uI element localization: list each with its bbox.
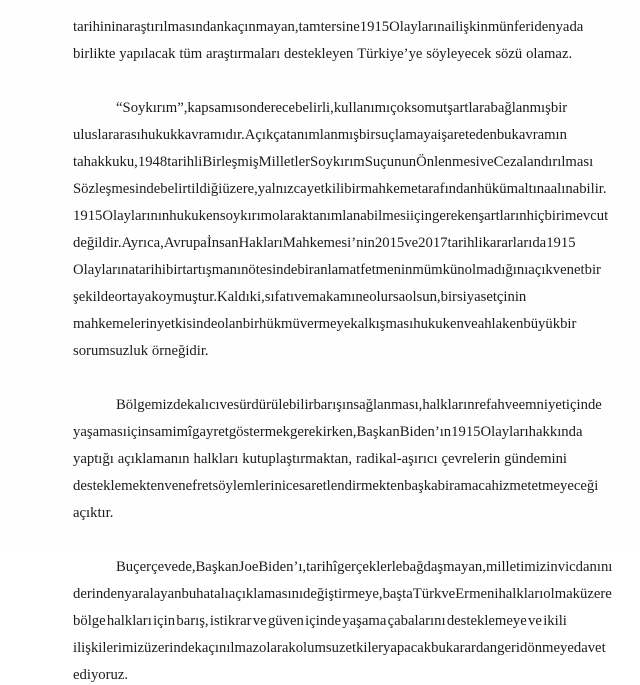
word: da <box>569 19 584 35</box>
word: Olaylarına <box>73 262 135 278</box>
word: sorumsuzluk <box>73 343 149 359</box>
word: olamaz. <box>526 46 573 62</box>
word: yaşama <box>342 613 387 629</box>
word: dönmeye <box>520 640 574 656</box>
word: mahkeme <box>360 181 418 197</box>
word: bir <box>584 262 601 278</box>
word: tartışmanın <box>182 262 249 278</box>
word: ve <box>294 289 309 305</box>
word: yaralayan <box>124 586 182 602</box>
word: halkların <box>422 397 475 413</box>
text-line <box>73 388 602 415</box>
word: anlam <box>313 262 350 278</box>
word: bağdaşmayan, <box>402 559 486 575</box>
word: tarihinin <box>73 19 123 35</box>
word: kalıcı <box>186 397 220 413</box>
word: vicdanını <box>557 559 613 575</box>
paragraph-gap <box>73 64 567 91</box>
text-line <box>73 226 576 253</box>
word: şekilde <box>73 289 115 305</box>
word: 2017 <box>418 235 448 251</box>
text-line <box>73 280 567 307</box>
word: soykırım <box>219 208 273 224</box>
word: sağlanması, <box>353 397 423 413</box>
word: belirli, <box>295 100 334 116</box>
word: tersine <box>320 19 360 35</box>
word: tarafından <box>417 181 478 197</box>
word: Başkan <box>356 424 400 440</box>
text-line <box>73 577 612 604</box>
word: kapsamı <box>187 100 237 116</box>
word: Biden’ı, <box>258 559 307 575</box>
word: yetkisinde <box>157 316 218 332</box>
word: Birleşmiş <box>202 154 259 170</box>
word: içinde <box>305 613 342 629</box>
word: Hakları <box>238 235 283 251</box>
word: büyük <box>523 316 561 332</box>
word: Bölgemizde <box>116 397 187 413</box>
text-line <box>73 172 607 199</box>
word: araştırılmasından <box>122 19 224 35</box>
text-line <box>73 10 584 37</box>
word: altına <box>518 181 551 197</box>
word: işaret <box>437 127 470 143</box>
word: araştırmaları <box>206 46 281 62</box>
word: kalkışması <box>350 316 414 332</box>
text-line <box>73 334 567 361</box>
word: söylemlerini <box>212 478 286 494</box>
word: Soykırım <box>310 154 365 170</box>
word: içinde <box>565 397 602 413</box>
word: karardan <box>445 640 498 656</box>
word: somut <box>411 100 448 116</box>
word: yaptığı <box>73 451 114 467</box>
paragraph <box>73 91 609 361</box>
word: Biden’ın <box>399 424 452 440</box>
text-column <box>73 10 613 685</box>
word: barış, <box>176 613 209 629</box>
word: vermeye <box>299 316 351 332</box>
word: siyasetçinin <box>456 289 527 305</box>
word: Cezalandırılması <box>493 154 594 170</box>
word: bir <box>242 316 260 332</box>
word: şartların <box>478 208 527 224</box>
word: desteklemekten <box>73 478 165 494</box>
paragraph <box>73 550 613 685</box>
word: ve <box>252 613 267 629</box>
word: davet <box>573 640 606 656</box>
word: ikili <box>543 613 567 629</box>
word: Türkiye’ye <box>357 46 423 62</box>
word: bir <box>358 127 376 143</box>
word: olmak <box>543 586 581 602</box>
word: Avrupa <box>163 235 207 251</box>
word: ve <box>441 586 456 602</box>
text-line <box>73 145 594 172</box>
word: destekleyen <box>284 46 354 62</box>
word: kaçınılmaz <box>194 640 259 656</box>
word: Bu <box>116 559 134 575</box>
word: bu <box>496 127 512 143</box>
word: için <box>126 424 149 440</box>
word: halkları <box>193 451 239 467</box>
word: münferiden <box>487 19 556 35</box>
text-line <box>73 253 601 280</box>
word: uluslararası <box>73 127 141 143</box>
word: olan <box>217 316 243 332</box>
text-line <box>73 91 567 118</box>
word: ne <box>355 289 370 305</box>
word: olumsuz <box>295 640 346 656</box>
word: son <box>236 100 257 116</box>
word: sözü <box>495 46 523 62</box>
word: ve <box>463 316 478 332</box>
paragraph <box>73 388 602 523</box>
word: net <box>566 262 585 278</box>
word: bölge <box>73 613 106 629</box>
word: radikal-aşırıcı <box>355 451 438 467</box>
word: 2015 <box>374 235 405 251</box>
word: Olaylarının <box>102 208 170 224</box>
text-line <box>73 469 599 496</box>
text-line <box>73 631 606 658</box>
word: hizmet <box>491 478 532 494</box>
word: desteklemeye <box>446 613 527 629</box>
word: refah <box>474 397 505 413</box>
word: nefret <box>178 478 213 494</box>
word: gereken <box>431 208 479 224</box>
word: için <box>409 208 432 224</box>
word: Başkan <box>195 559 239 575</box>
word: hakkında <box>528 424 583 440</box>
word: ilişkin <box>451 19 488 35</box>
word: bir <box>560 316 577 332</box>
word: ediyoruz. <box>73 667 129 683</box>
word: yalnızca <box>257 181 307 197</box>
word: ve <box>219 397 234 413</box>
word: koymuştur. <box>151 289 218 305</box>
word: ve <box>528 613 542 629</box>
word: için <box>153 613 176 629</box>
word: hatalı <box>196 586 229 602</box>
word: milletimizin <box>485 559 558 575</box>
text-line <box>73 199 609 226</box>
word: tarihî <box>306 559 338 575</box>
word: üzere <box>580 586 612 602</box>
word: çabalarını <box>387 613 446 629</box>
word: yapılacak <box>119 46 176 62</box>
word: bu <box>181 586 197 602</box>
word: bu <box>431 640 446 656</box>
word: şartlara <box>447 100 491 116</box>
word: olursa <box>369 289 406 305</box>
word: ve <box>479 154 494 170</box>
word: bağlanmış <box>490 100 551 116</box>
paragraph-gap <box>73 361 567 388</box>
text-line <box>73 415 583 442</box>
word: geri <box>497 640 520 656</box>
word: etkiler <box>345 640 383 656</box>
word: çevrelerin <box>441 451 501 467</box>
word: Önlenmesi <box>416 154 480 170</box>
word: Mahkemesi’nin <box>282 235 375 251</box>
word: tarihli <box>447 235 483 251</box>
word: Olaylarına <box>389 19 452 35</box>
word: cesaretlendirmekten <box>285 478 405 494</box>
word: değildir. <box>73 235 122 251</box>
word: birlikte <box>73 46 116 62</box>
word: samimî <box>148 424 193 440</box>
word: kutuplaştırmaktan, <box>242 451 353 467</box>
word: ve <box>404 235 419 251</box>
word: 1915 <box>451 424 481 440</box>
word: bir <box>440 289 457 305</box>
word: kavramıdır. <box>177 127 245 143</box>
word: Türk <box>412 586 442 602</box>
word: bir <box>344 181 361 197</box>
word: gayret <box>192 424 229 440</box>
word: barışın <box>313 397 354 413</box>
word: “Soykırım”, <box>116 100 188 116</box>
word: makamı <box>308 289 356 305</box>
word: da <box>532 235 547 251</box>
word: bir <box>166 262 183 278</box>
word: bir <box>297 262 314 278</box>
text-line <box>73 118 567 145</box>
word: hiçbiri <box>526 208 565 224</box>
word: güven <box>267 613 304 629</box>
text-line <box>73 307 577 334</box>
word: ve <box>504 397 519 413</box>
word: halkları <box>106 613 152 629</box>
word: yapacak <box>382 640 432 656</box>
word: Ermeni <box>455 586 499 602</box>
word: gerçeklerle <box>337 559 403 575</box>
word: amaca <box>453 478 492 494</box>
word: 1915 <box>546 235 576 251</box>
word: sürdürülebilir <box>233 397 314 413</box>
text-line <box>73 496 567 523</box>
word: değiştirmeye, <box>303 586 383 602</box>
word: bir <box>437 478 454 494</box>
word: 1948 <box>137 154 168 170</box>
word: çerçevede, <box>133 559 196 575</box>
word: göstermek <box>228 424 291 440</box>
text-line <box>73 442 567 469</box>
word: 1915 <box>73 208 103 224</box>
word: halkları <box>498 586 544 602</box>
word: başta <box>382 586 413 602</box>
word: atfetmenin <box>349 262 413 278</box>
word: açıklamasını <box>228 586 304 602</box>
word: tam <box>298 19 321 35</box>
word: hüküm <box>477 181 519 197</box>
text-line <box>73 658 567 685</box>
word: olarak <box>258 640 296 656</box>
word: hukuk <box>140 127 178 143</box>
word: kaçınmayan, <box>223 19 299 35</box>
word: hukuken <box>169 208 220 224</box>
word: eden <box>469 127 497 143</box>
word: mümkün <box>412 262 465 278</box>
word: suçlamaya <box>375 127 438 143</box>
word: Suçunun <box>364 154 417 170</box>
word: gündemini <box>504 451 567 467</box>
word: olsun, <box>405 289 441 305</box>
word: Kaldı <box>217 289 250 305</box>
word: Olayları <box>480 424 529 440</box>
word: tüm <box>179 46 203 62</box>
word: mevcut <box>564 208 609 224</box>
text-line <box>73 550 613 577</box>
word: Joe <box>238 559 259 575</box>
word: etmeyeceği <box>531 478 599 494</box>
word: üzere, <box>222 181 258 197</box>
word: mahkemelerin <box>73 316 158 332</box>
text-line <box>73 37 573 64</box>
word: hukuken <box>413 316 464 332</box>
word: söyleyecek <box>426 46 492 62</box>
word: ve <box>552 262 567 278</box>
word: başka <box>404 478 438 494</box>
word: ilişkilerimiz <box>73 640 144 656</box>
word: örneğidir. <box>151 343 209 359</box>
word: alınabilir. <box>550 181 607 197</box>
word: tanımlanabilmesi <box>308 208 410 224</box>
word: açıklamanın <box>117 451 190 467</box>
word: açık <box>528 262 553 278</box>
word: tarihli <box>167 154 203 170</box>
word: kullanımı <box>333 100 391 116</box>
word: ki, <box>249 289 265 305</box>
word: derinden <box>73 586 125 602</box>
word: tanımlanmış <box>286 127 359 143</box>
word: Açıkça <box>244 127 287 143</box>
word: bir <box>550 100 568 116</box>
word: derece <box>256 100 296 116</box>
word: sıfatı <box>264 289 295 305</box>
word: olarak <box>272 208 309 224</box>
word: belirtildiği <box>160 181 223 197</box>
word: ötesinde <box>248 262 298 278</box>
paragraph <box>73 10 584 64</box>
word: tarihi <box>135 262 166 278</box>
word: Sözleşmesinde <box>73 181 161 197</box>
word: ahlaken <box>477 316 524 332</box>
word: İnsan <box>206 235 239 251</box>
word: istikrar <box>209 613 252 629</box>
word: kararları <box>482 235 533 251</box>
word: ve <box>164 478 179 494</box>
word: ya <box>555 19 570 35</box>
word: 1915 <box>359 19 390 35</box>
word: tahakkuku, <box>73 154 138 170</box>
word: emniyet <box>518 397 566 413</box>
word: üzerinde <box>143 640 195 656</box>
word: gerekirken, <box>290 424 357 440</box>
word: kavramın <box>511 127 567 143</box>
word: yaşaması <box>73 424 127 440</box>
word: çok <box>390 100 412 116</box>
word: yetkili <box>306 181 345 197</box>
word: Milletler <box>258 154 311 170</box>
word: ortaya <box>114 289 152 305</box>
text-line <box>73 604 567 631</box>
word: açıktır. <box>73 505 114 521</box>
word: Ayrıca, <box>121 235 164 251</box>
word: hükmü <box>259 316 300 332</box>
word: olmadığını <box>464 262 529 278</box>
